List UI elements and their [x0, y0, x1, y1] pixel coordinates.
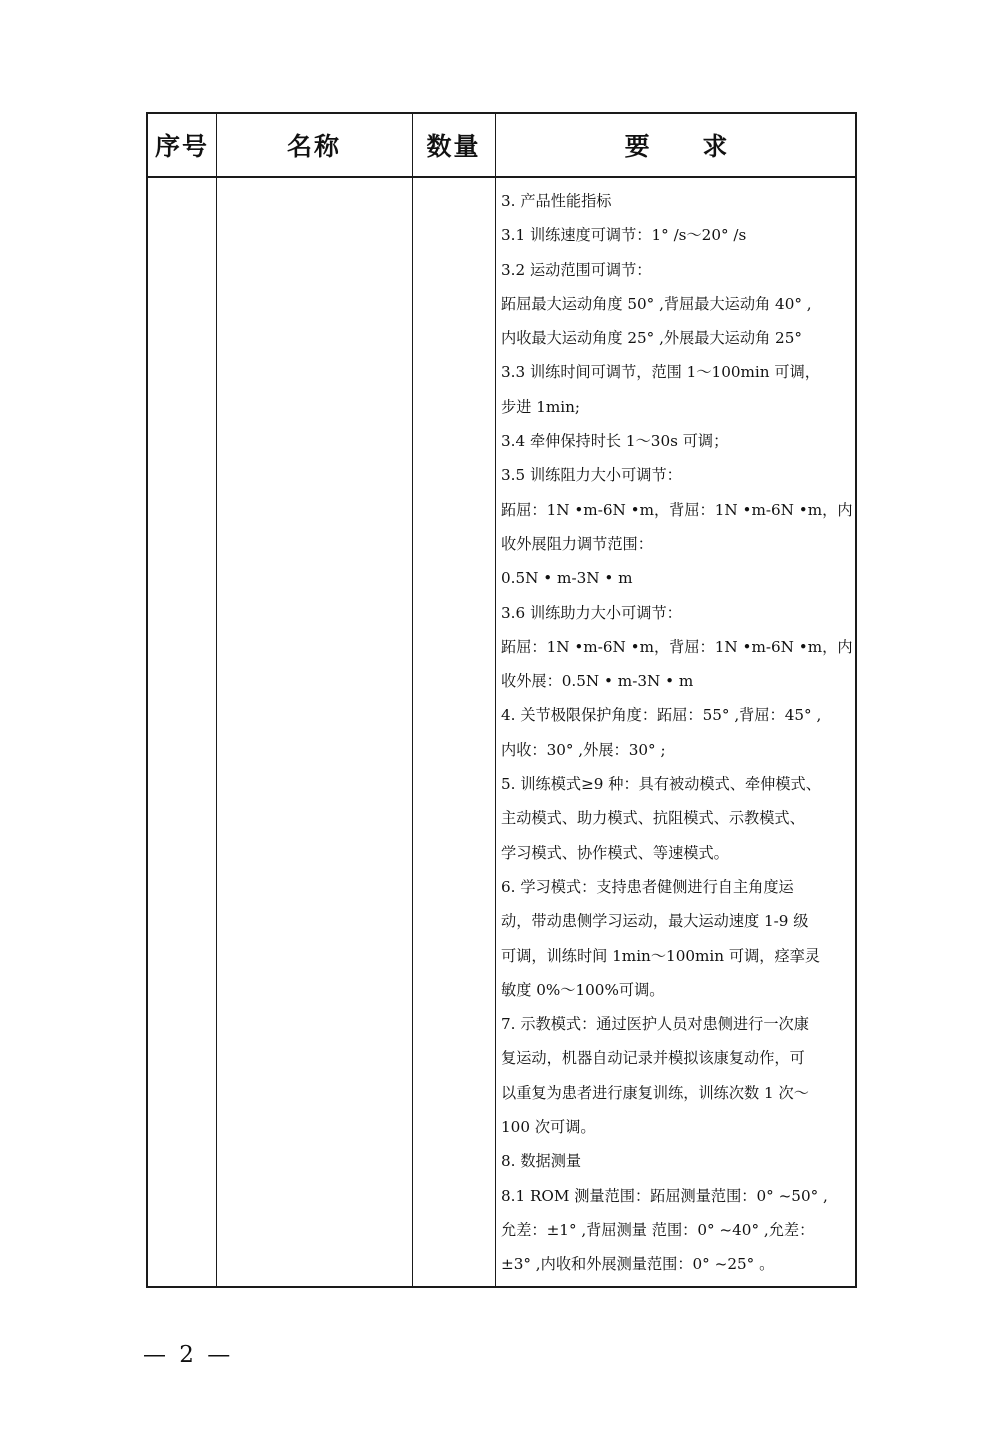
requirements-table: [146, 112, 857, 1288]
requirement-line: 3.5 训练阻力大小可调节：: [501, 466, 682, 485]
requirement-line: 跖屈最大运动角度 50° ,背屈最大运动角 40° ,: [501, 294, 812, 313]
requirement-line: 3.3 训练时间可调节，范围 1～100min 可调，: [501, 363, 820, 382]
requirement-line: 学习模式、协作模式、等速模式。: [501, 843, 729, 862]
requirement-line: ±3° ,内收和外展测量范围：0° ~25° 。: [501, 1255, 775, 1274]
column-divider: [216, 114, 217, 1286]
column-divider: [495, 114, 496, 1286]
requirement-line: 0.5N • m-3N • m: [501, 569, 633, 588]
requirement-line: 6. 学习模式：支持患者健侧进行自主角度运: [501, 877, 794, 896]
requirement-line: 步进 1min;: [501, 397, 581, 416]
requirement-line: 8. 数据测量: [501, 1152, 582, 1171]
header-name: 名称: [286, 132, 341, 161]
table-header-row: [148, 114, 855, 178]
requirement-line: 允差：±1° ,背屈测量 范围：0° ~40° ,允差：: [501, 1220, 815, 1239]
requirement-line: 内收：30° ,外展：30° ;: [501, 740, 666, 759]
header-requirements: 要 求: [624, 132, 750, 161]
requirement-line: 以重复为患者进行康复训练，训练次数 1 次～: [501, 1083, 809, 1102]
requirement-line: 跖屈：1N •m-6N •m，背屈：1N •m-6N •m，内: [501, 637, 853, 656]
requirement-line: 3.6 训练助力大小可调节：: [501, 603, 682, 622]
requirement-line: 收外展：0.5N • m-3N • m: [501, 672, 694, 691]
requirement-line: 3.2 运动范围可调节：: [501, 260, 652, 279]
requirement-line: 可调，训练时间 1min～100min 可调，痉挛灵: [501, 946, 821, 965]
requirement-line: 主动模式、助力模式、抗阻模式、示教模式、: [501, 809, 805, 828]
header-index: 序号: [154, 132, 209, 161]
requirement-line: 5. 训练模式≥9 种：具有被动模式、牵伸模式、: [501, 775, 821, 794]
requirements-cell: [497, 184, 859, 1282]
requirement-line: 动，带动患侧学习运动，最大运动速度 1-9 级: [501, 912, 809, 931]
requirement-line: 100 次可调。: [501, 1118, 596, 1137]
requirement-line: 4. 关节极限保护角度：跖屈：55° ,背屈：45° ,: [501, 706, 822, 725]
page-number: — 2 —: [143, 1342, 234, 1368]
requirement-line: 3.1 训练速度可调节：1° /s～20° /s: [501, 226, 747, 245]
requirement-line: 3.4 牵伸保持时长 1～30s 可调；: [501, 432, 729, 451]
header-quantity: 数量: [426, 132, 481, 161]
requirement-line: 跖屈：1N •m-6N •m，背屈：1N •m-6N •m，内: [501, 500, 853, 519]
requirement-line: 8.1 ROM 测量范围：跖屈测量范围：0° ~50° ,: [501, 1186, 828, 1205]
requirement-line: 7. 示教模式：通过医护人员对患侧进行一次康: [501, 1015, 809, 1034]
requirement-line: 收外展阻力调节范围：: [501, 534, 653, 553]
requirement-line: 复运动，机器自动记录并模拟该康复动作，可: [501, 1049, 805, 1068]
column-divider: [412, 114, 413, 1286]
requirement-line: 敏度 0%～100%可调。: [501, 980, 665, 999]
requirement-line: 3. 产品性能指标: [501, 192, 612, 210]
requirement-line: 内收最大运动角度 25° ,外展最大运动角 25°: [501, 329, 802, 348]
